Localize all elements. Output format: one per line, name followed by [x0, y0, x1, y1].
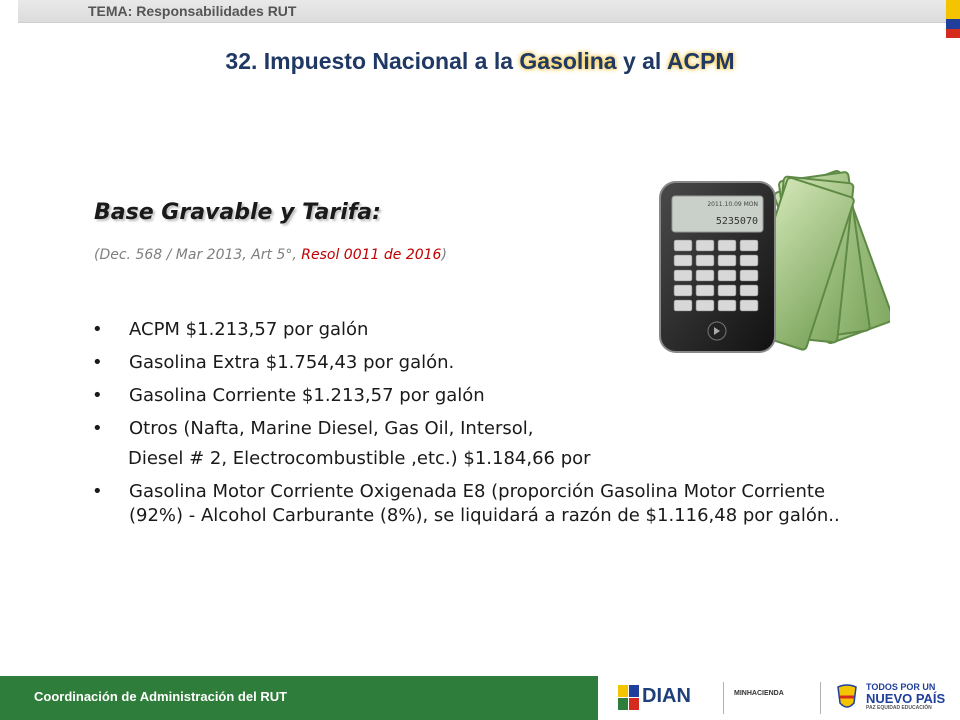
- ref-resolution: Resol 0011 de 2016: [301, 247, 442, 263]
- todos-por-un-nuevo-pais-logo: [866, 682, 945, 711]
- screen-value: 5235070: [715, 216, 758, 227]
- footer-logos: [598, 676, 960, 720]
- title-highlight-gasolina: Gasolina: [519, 48, 617, 74]
- footer-coordinacion: Coordinación de Administración del RUT: [34, 689, 288, 704]
- todos-line1: TODOS POR UN: [866, 682, 936, 692]
- minhacienda-logo: MINHACIENDA: [734, 690, 784, 697]
- legal-reference: [94, 247, 447, 263]
- dian-logo: [618, 683, 710, 713]
- list-item: • Gasolina Motor Corriente Oxigenada E8 (proporción Gasolina Motor Corriente (92%) - Alcohol Carburante (8%), se liquidará a razón de $1.116,48 por galón..: [92, 480, 872, 528]
- ref-close: ): [441, 247, 447, 263]
- title-part2: y al: [616, 48, 667, 74]
- tema-label: TEMA: Responsabilidades RUT: [88, 3, 297, 19]
- footer-divider: [723, 682, 724, 714]
- top-header-bar: [18, 0, 960, 23]
- colombia-emblem-icon: [834, 683, 860, 713]
- slide-title: [0, 48, 960, 75]
- list-item: • Gasolina Corriente $1.213,57 por galón: [92, 384, 872, 408]
- dian-logo-text: DIAN: [642, 685, 691, 707]
- calculator-phone-with-money-icon: [640, 160, 890, 360]
- screen-date: 2011.10.09 MON: [707, 201, 758, 208]
- list-item-continuation: Diesel # 2, Electrocombustible ,etc.) $1.184,66 por: [128, 448, 591, 469]
- section-subtitle: Base Gravable y Tarifa:: [94, 200, 381, 225]
- todos-line2: NUEVO PAÍS: [866, 691, 946, 706]
- title-part1: 32. Impuesto Nacional a la: [225, 48, 520, 74]
- colombia-flag-strip: [946, 0, 960, 38]
- ref-open: (Dec. 568 / Mar 2013, Art 5°,: [94, 247, 302, 263]
- todos-line3: PAZ EQUIDAD EDUCACIÓN: [866, 705, 932, 711]
- list-item: • Otros (Nafta, Marine Diesel, Gas Oil, Intersol,: [92, 417, 872, 441]
- title-highlight-acpm: ACPM: [666, 48, 735, 74]
- footer-divider: [820, 682, 821, 714]
- footer-bar: [0, 676, 960, 720]
- dian-emblem-icon: [618, 685, 640, 711]
- list-item: • Gasolina Extra $1.754,43 por galón.: [92, 351, 872, 375]
- list-item: • ACPM $1.213,57 por galón: [92, 318, 872, 342]
